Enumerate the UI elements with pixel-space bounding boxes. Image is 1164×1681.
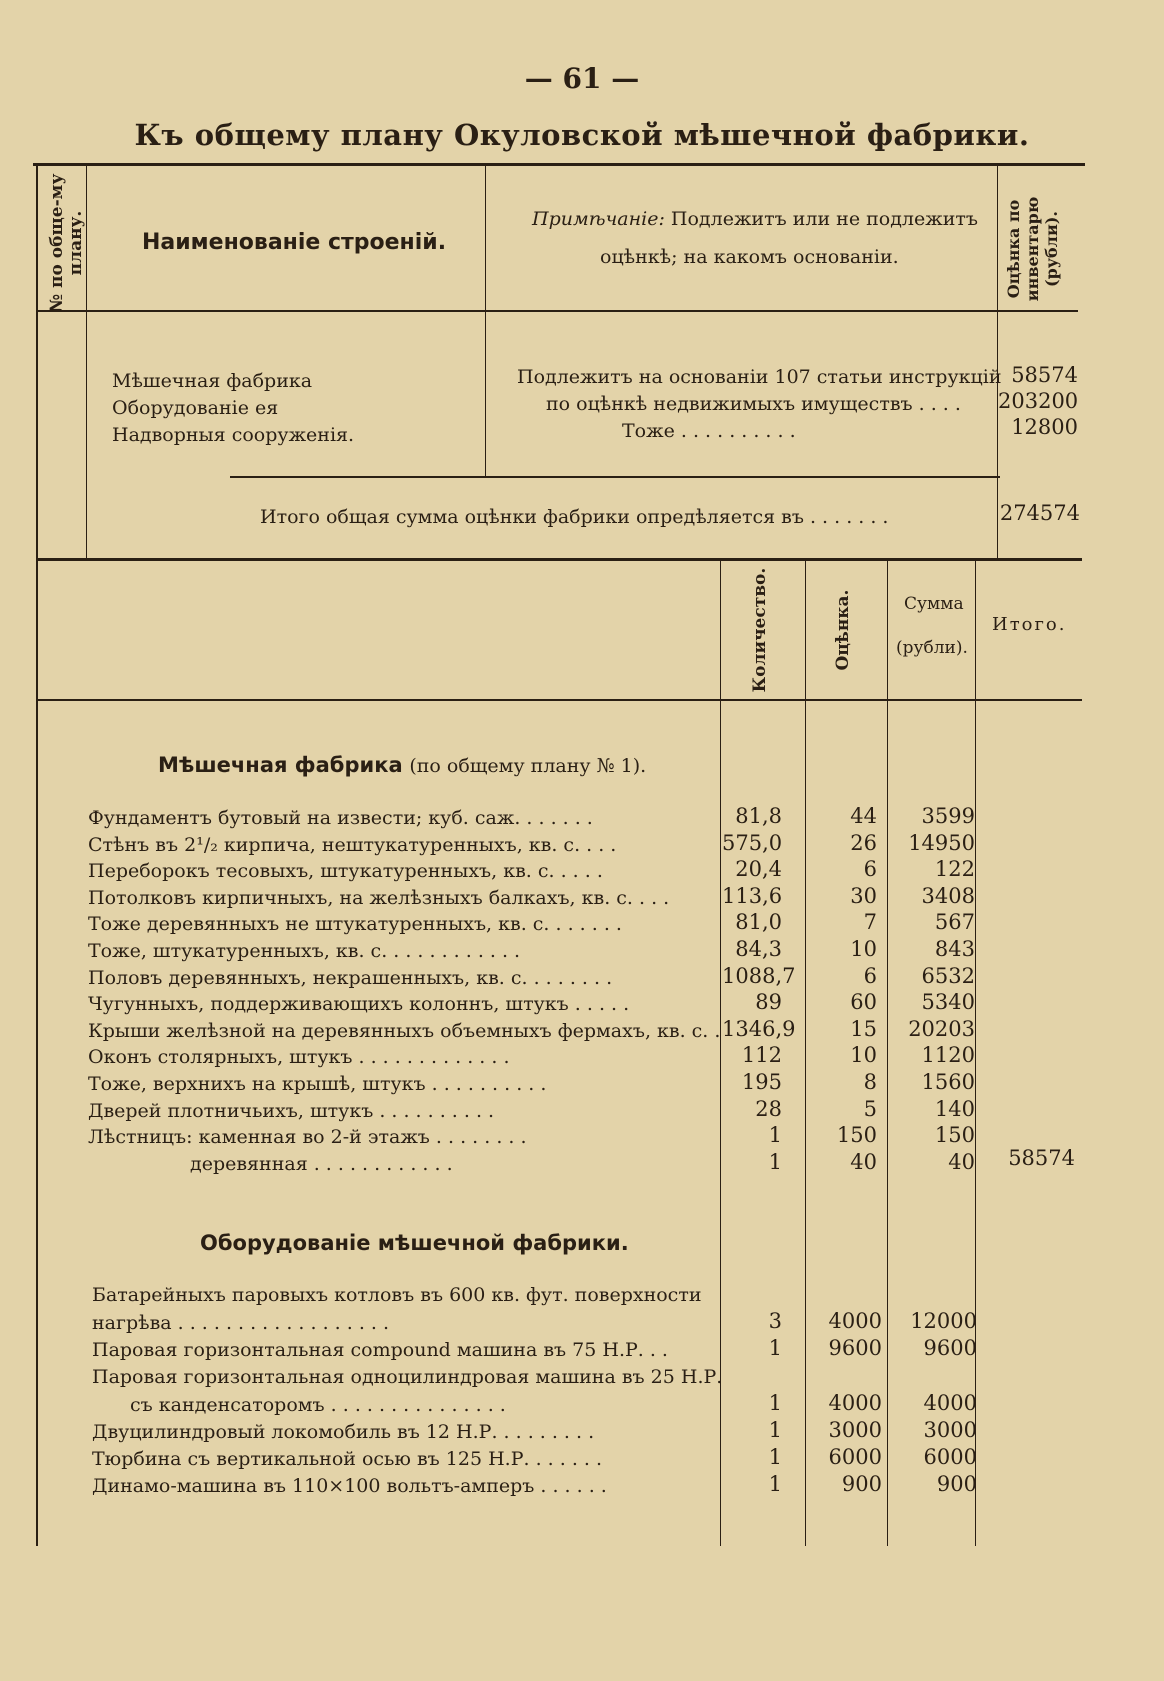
table-left-rule xyxy=(36,166,38,1546)
table-row-label: Тоже, штукатуренныхъ, кв. с. . . . . . . . . . . . xyxy=(88,940,521,962)
table-row-qty: 1 xyxy=(768,1472,782,1496)
table-row-sum: 843 xyxy=(934,937,975,961)
table-row-label: деревянная . . . . . . . . . . . . xyxy=(190,1152,453,1175)
table-row-qty: 28 xyxy=(755,1096,782,1121)
header-col-name: Наименованіе строеній. xyxy=(142,230,447,255)
total-bottom-rule xyxy=(36,558,1082,561)
table-row-sum: 12000 xyxy=(910,1309,977,1333)
table-row-qty: 81,8 xyxy=(735,804,782,828)
table-row-label: Чугунныхъ, поддерживающихъ колоннъ, штукъ . . . . . xyxy=(88,993,630,1016)
detail-header-rate: Оцѣнка. xyxy=(833,589,853,671)
table-row-label: Половъ деревянныхъ, некрашенныхъ, кв. с. . . . . . . . xyxy=(88,966,613,989)
table-row-qty: 1346,9 xyxy=(722,1016,796,1041)
table-row-sum: 150 xyxy=(934,1123,975,1148)
table-row-qty: 1 xyxy=(768,1123,782,1148)
table-row-rate: 15 xyxy=(850,1016,877,1041)
table-row-sum: 4000 xyxy=(923,1391,977,1415)
total-top-rule xyxy=(230,476,1000,478)
table-row-qty: 20,4 xyxy=(735,857,782,882)
detail-header-rule xyxy=(36,699,1082,701)
table-row-rate: 900 xyxy=(841,1472,882,1496)
table-row-qty: 113,6 xyxy=(722,883,783,908)
table-row-label: Крыши желѣзной на деревянныхъ объемныхъ фермахъ, кв. с. . xyxy=(88,1019,721,1042)
table-row-label: Потолковъ кирпичныхъ, на желѣзныхъ балкахъ, кв. с. . . . xyxy=(88,886,670,909)
section2-title: Оборудованіе мѣшечной фабрики. xyxy=(200,1231,629,1255)
table-row-label: Двуцилиндровый локомобиль въ 12 Н.Р. . . . . . . . . xyxy=(92,1421,595,1443)
table-row-sum: 1560 xyxy=(921,1070,975,1094)
summary-value-2: 203200 xyxy=(998,389,1079,413)
table-row-rate: 10 xyxy=(850,937,877,961)
table-row-sum: 3000 xyxy=(923,1418,977,1442)
table-row-rate: 30 xyxy=(850,883,877,908)
summary-name-2: Оборудованіе ея xyxy=(112,397,279,419)
table-row-rate: 5 xyxy=(863,1096,877,1121)
table-row-qty: 575,0 xyxy=(722,830,783,855)
table-row-qty: 112 xyxy=(741,1043,782,1068)
table-row-label: Батарейныхъ паровыхъ котловъ въ 600 кв. фут. поверхности xyxy=(92,1284,702,1306)
table-row-label: Оконъ столярныхъ, штукъ . . . . . . . . . . . . . xyxy=(88,1046,510,1069)
table-row-rate: 4000 xyxy=(828,1391,882,1415)
table-row-sum: 9600 xyxy=(923,1336,977,1360)
table-row-label: Паровая горизонтальная compound машина въ 75 Н.Р. . . xyxy=(92,1339,668,1361)
summary-name-1: Мѣшечная фабрика xyxy=(112,370,313,392)
header-col-note xyxy=(532,208,978,230)
col-sum-left-rule xyxy=(887,561,888,1546)
summary-name-3: Надворныя сооруженія. xyxy=(112,424,355,446)
header-col-number: № по обще-му плану. xyxy=(47,173,86,313)
table-row-rate: 4000 xyxy=(828,1309,882,1333)
table-row-qty: 1 xyxy=(768,1336,782,1360)
table-row-qty: 3 xyxy=(768,1309,782,1333)
col-qty-left-rule xyxy=(720,561,721,1546)
table-row-sum: 5340 xyxy=(921,990,975,1015)
table-row-rate: 10 xyxy=(850,1043,877,1068)
col-name-rule xyxy=(485,166,486,476)
section1-total: 58574 xyxy=(1008,1146,1075,1170)
table-row-sum: 900 xyxy=(936,1472,977,1496)
col-rate-left-rule xyxy=(805,561,806,1546)
detail-header-sum-1: Сумма xyxy=(904,594,964,614)
table-row-qty: 1088,7 xyxy=(722,963,796,988)
table-row-label: Паровая горизонтальная одноцилиндровая машина въ 25 Н.Р. xyxy=(92,1366,723,1388)
table-row-qty: 1 xyxy=(768,1445,782,1469)
table-row-sum: 14950 xyxy=(908,830,975,855)
table-row-sum: 6532 xyxy=(921,963,975,988)
table-row-rate: 8 xyxy=(863,1070,877,1094)
summary-note-2: по оцѣнкѣ недвижимыхъ имуществъ . . . . xyxy=(546,393,961,415)
table-row-sum: 567 xyxy=(934,910,975,935)
table-row-rate: 9600 xyxy=(828,1336,882,1360)
page-number: — 61 — xyxy=(524,62,640,95)
table-row-label: Фундаментъ бутовый на извести; куб. саж. . . . . . . xyxy=(88,807,593,829)
table-row-sum: 20203 xyxy=(908,1016,975,1041)
table-row-sum: 40 xyxy=(948,1149,975,1174)
detail-header-total: Итого. xyxy=(992,614,1067,635)
table-row-rate: 3000 xyxy=(828,1418,882,1442)
table-row-label: Лѣстницъ: каменная во 2-й этажъ . . . . . . . . xyxy=(88,1126,527,1149)
table-row-rate: 44 xyxy=(850,804,877,828)
table-row-qty: 84,3 xyxy=(735,937,782,961)
header-note-italic: Примѣчаніе: xyxy=(532,208,665,230)
table-row-label: Тюрбина съ вертикальной осью въ 125 Н.Р. . . . . . . xyxy=(92,1448,603,1470)
table-row-sum: 3408 xyxy=(921,883,975,908)
table-row-sum: 6000 xyxy=(923,1445,977,1469)
summary-note-3: Тоже . . . . . . . . . . xyxy=(622,420,796,442)
table-row-label: Дверей плотничьихъ, штукъ . . . . . . . . . . xyxy=(88,1099,495,1122)
table-row-rate: 26 xyxy=(850,830,877,855)
table-row-rate: 150 xyxy=(836,1123,877,1148)
header-col-note-line2: оцѣнкѣ; на какомъ основаніи. xyxy=(600,246,899,268)
table-row-sum: 1120 xyxy=(921,1043,975,1068)
header-bottom-rule xyxy=(38,310,1078,312)
summary-value-3: 12800 xyxy=(1011,415,1078,439)
summary-value-1: 58574 xyxy=(1011,363,1078,387)
summary-note-1: Подлежитъ на основаніи 107 статьи инструкцій xyxy=(517,366,1002,388)
table-row-qty: 1 xyxy=(768,1149,782,1174)
section1-title-rest: (по общему плану № 1). xyxy=(409,755,647,777)
page-title: Къ общему плану Окуловской мѣшечной фабрики. xyxy=(134,118,1030,152)
detail-header-qty: Количество. xyxy=(750,567,770,693)
total-value: 274574 xyxy=(999,501,1080,525)
table-row-qty: 1 xyxy=(768,1391,782,1415)
table-row-label-cont: нагрѣва . . . . . . . . . . . . . . . . . . xyxy=(92,1312,390,1334)
table-row-label: Тоже деревянныхъ не штукатуренныхъ, кв. с. . . . . . . xyxy=(88,913,622,936)
table-row-sum: 3599 xyxy=(921,804,975,828)
table-row-label: Динамо-машина въ 110×100 вольтъ-амперъ . . . . . . xyxy=(92,1475,607,1497)
total-label: Итого общая сумма оцѣнки фабрики опредѣляется въ . . . . . . . xyxy=(260,506,889,528)
section1-title xyxy=(158,753,646,777)
table-row-rate: 6000 xyxy=(828,1445,882,1469)
table-row-qty: 89 xyxy=(755,990,782,1015)
table-row-rate: 60 xyxy=(850,990,877,1015)
table-row-qty: 1 xyxy=(768,1418,782,1442)
table-row-rate: 6 xyxy=(863,857,877,882)
table-top-rule xyxy=(33,163,1085,166)
section1-title-bold: Мѣшечная фабрика xyxy=(158,753,403,777)
table-row-sum: 122 xyxy=(934,857,975,882)
table-row-qty: 195 xyxy=(741,1070,782,1094)
detail-header-sum-2: (рубли). xyxy=(896,638,968,658)
table-row-label: Переборокъ тесовыхъ, штукатуренныхъ, кв. с. . . . . xyxy=(88,860,603,883)
table-row-qty: 81,0 xyxy=(735,910,782,935)
table-row-label: Тоже, верхнихъ на крышѣ, штукъ . . . . . . . . . . xyxy=(88,1073,547,1095)
table-row-label: Стѣнъ въ 2¹/₂ кирпича, нештукатуренныхъ, кв. с. . . . xyxy=(88,833,617,856)
table-row-rate: 6 xyxy=(863,963,877,988)
header-note-text: Подлежитъ или не подлежитъ xyxy=(670,208,978,230)
table-row-label-cont: съ канденсаторомъ . . . . . . . . . . . . . . . xyxy=(130,1394,506,1416)
table-row-sum: 140 xyxy=(934,1096,975,1121)
header-col-valuation: Оцѣнка по инвентарю (рубли). xyxy=(1004,196,1061,302)
table-row-rate: 7 xyxy=(863,910,877,935)
table-row-rate: 40 xyxy=(850,1149,877,1174)
